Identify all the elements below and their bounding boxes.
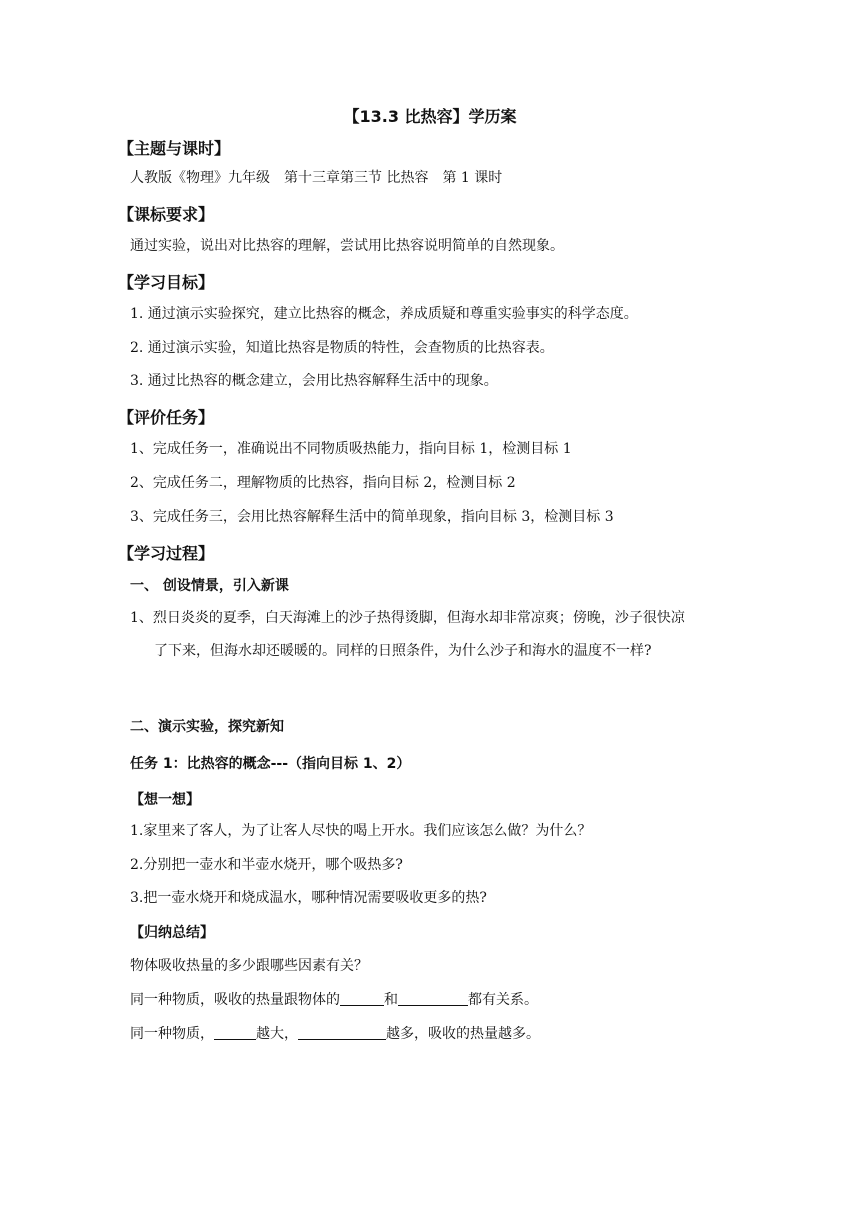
heading-process: 【学习过程】 <box>118 544 215 563</box>
think-item: 1.家里来了客人，为了让客人尽快的喝上开水。我们应该怎么做？为什么？ <box>130 823 592 839</box>
evaluation-item: 1、完成任务一，准确说出不同物质吸热能力，指向目标 1，检测目标 1 <box>130 441 572 457</box>
summary-question: 物体吸收热量的多少跟哪些因素有关？ <box>130 958 368 974</box>
fill-text: 同一种物质，吸收的热量跟物体的 <box>130 992 340 1008</box>
part2-title: 二、演示实验，探究新知 <box>130 719 284 735</box>
part1-question-line2: 了下来，但海水却还暖暖的。同样的日照条件，为什么沙子和海水的温度不一样? <box>154 643 652 659</box>
blank-field[interactable] <box>398 991 468 1006</box>
heading-think: 【想一想】 <box>130 792 200 808</box>
evaluation-item: 3、完成任务三，会用比热容解释生活中的简单现象，指向目标 3，检测目标 3 <box>130 509 614 525</box>
topic-text: 人教版《物理》九年级 第十三章第三节 比热容 第 1 课时 <box>130 170 503 186</box>
heading-evaluation: 【评价任务】 <box>118 408 215 427</box>
blank-field[interactable] <box>340 991 384 1006</box>
blank-field[interactable] <box>298 1025 386 1040</box>
think-item: 2.分别把一壶水和半壶水烧开，哪个吸热多? <box>130 857 403 873</box>
blank-field[interactable] <box>214 1025 256 1040</box>
evaluation-item: 2、完成任务二，理解物质的比热容，指向目标 2，检测目标 2 <box>130 475 516 491</box>
fill-text: 都有关系。 <box>468 992 538 1008</box>
heading-standard: 【课标要求】 <box>118 205 215 224</box>
task1-title: 任务 1：比热容的概念---（指向目标 1、2） <box>130 756 411 772</box>
heading-goals: 【学习目标】 <box>118 273 215 292</box>
standard-text: 通过实验，说出对比热容的理解，尝试用比热容说明简单的自然现象。 <box>130 238 564 254</box>
fill-line-2 <box>130 1024 540 1044</box>
part1-question-line1: 1、烈日炎炎的夏季，白天海滩上的沙子热得烫脚，但海水却非常凉爽；傍晚，沙子很快凉 <box>130 610 685 626</box>
fill-text: 越大， <box>256 1026 298 1042</box>
fill-text: 和 <box>384 992 398 1008</box>
think-item: 3.把一壶水烧开和烧成温水，哪种情况需要吸收更多的热? <box>130 890 487 906</box>
fill-text: 越多，吸收的热量越多。 <box>386 1026 540 1042</box>
fill-text: 同一种物质， <box>130 1026 214 1042</box>
heading-summary: 【归纳总结】 <box>130 925 214 941</box>
goal-item: 3. 通过比热容的概念建立，会用比热容解释生活中的现象。 <box>130 373 498 389</box>
page-title: 【13.3 比热容】学历案 <box>343 107 517 126</box>
part1-title: 一、 创设情景，引入新课 <box>130 578 289 594</box>
heading-topic: 【主题与课时】 <box>118 139 231 158</box>
goal-item: 1. 通过演示实验探究，建立比热容的概念，养成质疑和尊重实验事实的科学态度。 <box>130 306 638 322</box>
fill-line-1 <box>130 990 538 1010</box>
goal-item: 2. 通过演示实验，知道比热容是物质的特性，会查物质的比热容表。 <box>130 340 554 356</box>
